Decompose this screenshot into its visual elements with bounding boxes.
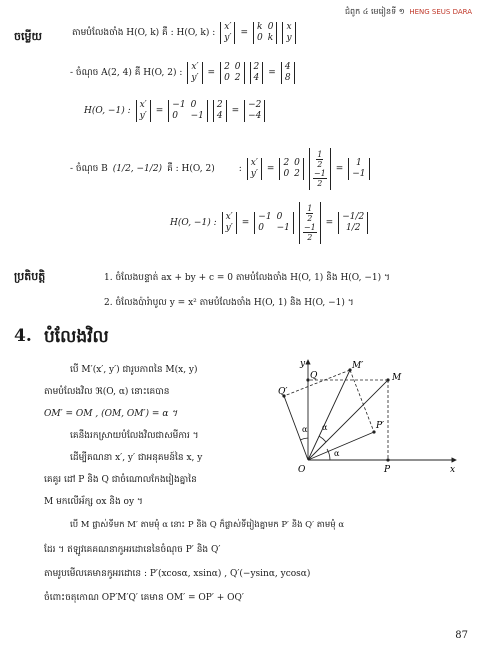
solution-label: ចម្លើយ <box>14 30 42 43</box>
section-title: បំលែងវិល <box>44 327 109 347</box>
point-a-line: - ចំណុច A(2, 4) គឺ H(O, 2) : x′ y′ = 2 0 0 2 2 4 = 4 8 <box>70 62 295 84</box>
matrix-24: 2 4 <box>213 100 227 122</box>
label-p: P <box>384 465 391 475</box>
point-b-gi: គឺ : H(O, 2) <box>167 163 215 174</box>
matrix-xprime: x′ y′ <box>220 22 235 44</box>
section-p2: តាមបំលែងវិល ℜ(O, α) នោះគេបាន <box>44 387 170 397</box>
matrix-k: k 0 0 k <box>253 22 277 44</box>
point-m <box>386 378 389 381</box>
section-p10: តាមរូបមើលគេមានកូអរដោនេ : P′(xcosα, xsinα) , Q′(−ysinα, ycosα) <box>44 569 311 579</box>
point-b-text: - ចំណុច B <box>70 163 108 174</box>
solution-line-1: តាមបំលែងចាំង H(O, k) គឺ : H(O, k) : x′ y′ = k 0 0 k x y <box>72 22 296 44</box>
section-p1: បើ M′(x′, y′) ជារូបភាពនៃ M(x, y) <box>70 365 198 375</box>
matrix-2: 2 0 0 2 <box>279 158 303 180</box>
point-b-neg-line: H(O, −1) : x′ y′ = −1 0 0 −1 $\frac{1}{2}$ $\frac{-1}{2}$ = −1/2 1/2 <box>170 202 368 244</box>
label-m: M <box>392 373 402 383</box>
label-alpha-1: α <box>334 449 340 458</box>
point-a-neg-line: H(O, −1) : x′ y′ = −1 0 0 −1 2 4 = −2 −4 <box>84 100 265 122</box>
segment-om-prime <box>308 370 350 460</box>
section-p9: ដែរ ។ ឥឡូវគេគណនាកូអរដោនេនៃចំណុច P′ និង Q′ <box>44 545 221 555</box>
matrix-24: 2 4 <box>250 62 264 84</box>
point-p <box>386 458 389 461</box>
angle-arc-m <box>319 436 326 442</box>
label-alpha-3: α <box>322 423 328 432</box>
projection-m-prime-p-prime <box>350 370 374 432</box>
point-a-text: - ចំណុច A(2, 4) គឺ H(O, 2) : <box>70 67 183 78</box>
exercise-item-1: 1. ចំលែងបន្ទាត់ ax + by + c = 0 តាមបំលែងចាំង H(O, 1) និង H(O, −1) ។ <box>104 273 390 283</box>
h-neg1-label: H(O, −1) : <box>84 106 131 116</box>
section-p6: គេគូរ ដៅ P និង Q ជាចំណោលកែងរៀងគ្នានៃ <box>44 475 197 485</box>
matrix-xprime: x′ y′ <box>247 158 262 180</box>
watermark: HENG SEUS DARA <box>409 8 472 16</box>
matrix-xprime: x′ y′ <box>222 212 237 234</box>
segment-om <box>308 380 388 460</box>
exercise-label: ប្រតិបត្តិ <box>14 270 46 283</box>
label-q: Q <box>310 371 318 381</box>
segment-op-prime <box>308 432 374 460</box>
matrix-b-fraction: $\frac{1}{2}$ $\frac{-1}{2}$ <box>309 148 331 190</box>
label-m-prime: M′ <box>352 361 364 371</box>
label-y: y <box>300 359 306 369</box>
label-p-prime: P′ <box>376 421 385 431</box>
page-header <box>345 6 472 18</box>
exercise-item-2: 2. ចំលែងប៉ារ៉ាបូល y = x² តាមបំលែងចាំង H(O, 1) និង H(O, −1) ។ <box>104 298 354 308</box>
matrix-2: 2 0 0 2 <box>220 62 244 84</box>
h-neg1-label: H(O, −1) : <box>170 218 217 228</box>
label-o: O <box>298 465 306 475</box>
matrix-b-result-1: 1 −1 <box>348 158 369 180</box>
section-p11: ចំពោះចតុកោណ OP′M′Q′ គេមាន OM′ = OP′ + OQ′ <box>44 593 244 603</box>
matrix-xy: x y <box>282 22 295 44</box>
section-p7: M មកលើអ័ក្ស ox និង oy ។ <box>44 497 143 507</box>
point-b-coords: (1/2, −1/2) <box>112 164 163 174</box>
angle-arc-q <box>300 438 308 440</box>
matrix-xprime: x′ y′ <box>187 62 202 84</box>
chapter-label: ជំពូក ៤ មេរៀនទី ១ <box>344 7 405 16</box>
matrix-neg1: −1 0 0 −1 <box>254 212 294 234</box>
section-p5: ដើម្បីគណនា x′, y′ ជាអនុគមន៍នៃ x, y <box>70 453 203 463</box>
label-alpha-2: α <box>302 425 308 434</box>
section-p4: គេនឹងរកស្រាយបំលែងវិលជាសមីការ ។ <box>70 431 199 441</box>
label-x: x <box>450 465 456 475</box>
label-q-prime: Q′ <box>278 387 288 397</box>
matrix-neg24: −2 −4 <box>244 100 265 122</box>
matrix-xprime: x′ y′ <box>136 100 151 122</box>
rotation-figure <box>278 356 460 476</box>
matrix-b-result-2: −1/2 1/2 <box>338 212 368 234</box>
matrix-b-fraction: $\frac{1}{2}$ $\frac{-1}{2}$ <box>299 202 321 244</box>
section-p3: OM′ = OM , (OM, OM′) = α ។ <box>44 409 178 419</box>
matrix-48: 4 8 <box>281 62 295 84</box>
page-number: 87 <box>455 630 468 641</box>
matrix-neg1: −1 0 0 −1 <box>168 100 208 122</box>
section-number: 4. <box>14 326 32 346</box>
section-p8: បើ M ផ្លាស់ទីមក M′ តាមមុំ α នោះ P និង Q ក៏ផ្លាស់ទីរៀងគ្នាមក P′ និង Q′ តាមមុំ α <box>70 520 345 530</box>
point-b-line: - ចំណុច B (1/2, −1/2) គឺ : H(O, 2) : x′ y′ = 2 0 0 2 $\frac{1}{2}$ $\frac{-1}{2}$ = 1 −1 <box>70 148 370 190</box>
solution-line-1-text: តាមបំលែងចាំង H(O, k) គឺ : H(O, k) : <box>72 27 216 38</box>
